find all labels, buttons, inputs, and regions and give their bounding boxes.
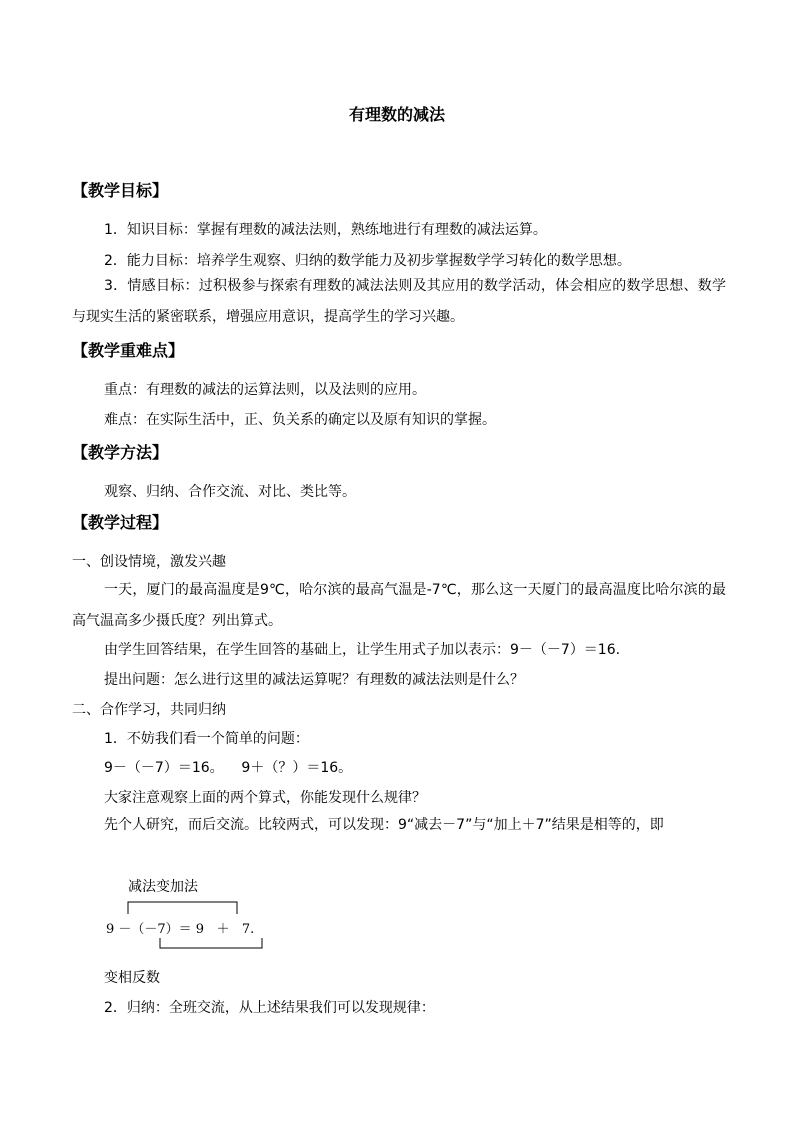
part2-equations: 9－（－7）＝16。 9＋（？）＝16。 (104, 760, 353, 776)
goal-ability: 2．能力目标：培养学生观察、归纳的数学能力及初步掌握数学学习转化的数学思想。 (104, 253, 631, 269)
heading-teaching-goals: 【教学目标】 (72, 181, 169, 200)
part1-paragraph-3: 提出问题：怎么进行这里的减法运算呢？有理数的减法法则是什么？ (104, 672, 524, 688)
difficult-point: 难点：在实际生活中，正、负关系的确定以及原有知识的掌握。 (104, 412, 496, 428)
part1-paragraph-1: 一天，厦门的最高温度是9℃，哈尔滨的最高气温是-7℃，那么这一天厦门的最高温度比哈尔滨的最高气温高多少摄氏度？列出算式。 (72, 582, 726, 629)
page-title: 有理数的减法 (348, 105, 445, 124)
part2-paragraph-2: 大家注意观察上面的两个算式，你能发现什么规律？ (104, 790, 426, 806)
heading-key-difficulty: 【教学重难点】 (72, 341, 185, 360)
heading-teaching-process: 【教学过程】 (72, 513, 169, 532)
part2-paragraph-1: 1．不妨我们看一个简单的问题： (104, 731, 309, 747)
part2-title: 二、合作学习，共同归纳 (72, 702, 226, 718)
goal-knowledge: 1．知识目标：掌握有理数的减法法则，熟练地进行有理数的减法运算。 (104, 222, 547, 238)
diagram-equation: 9 －（－7）＝ 9 ＋ 7. (106, 922, 255, 937)
heading-teaching-methods: 【教学方法】 (72, 443, 169, 462)
part1-title: 一、创设情境，激发兴趣 (72, 554, 226, 570)
part1-paragraph-2: 由学生回答结果，在学生回答的基础上，让学生用式子加以表示：9－（－7）＝16. (104, 642, 621, 658)
goal-emotion: 3．情感目标：过积极参与探索有理数的减法法则及其应用的数学活动，体会相应的数学思想、数学与现实生活的紧密联系，增强应用意识，提高学生的学习兴趣。 (72, 278, 726, 325)
part2-paragraph-3: 先个人研究，而后交流。比较两式，可以发现：9“减去－7”与“加上＋7”结果是相等的，即 (104, 817, 664, 833)
methods-text: 观察、归纳、合作交流、对比、类比等。 (104, 484, 356, 500)
bracket-top (128, 902, 237, 914)
diagram-label-bottom: 变相反数 (104, 970, 160, 986)
key-point: 重点：有理数的减法的运算法则，以及法则的应用。 (104, 382, 426, 398)
bracket-bottom (160, 938, 262, 948)
part2-paragraph-4: 2．归纳：全班交流，从上述结果我们可以发现规律： (104, 1000, 435, 1016)
diagram-label-top: 减法变加法 (128, 879, 198, 895)
